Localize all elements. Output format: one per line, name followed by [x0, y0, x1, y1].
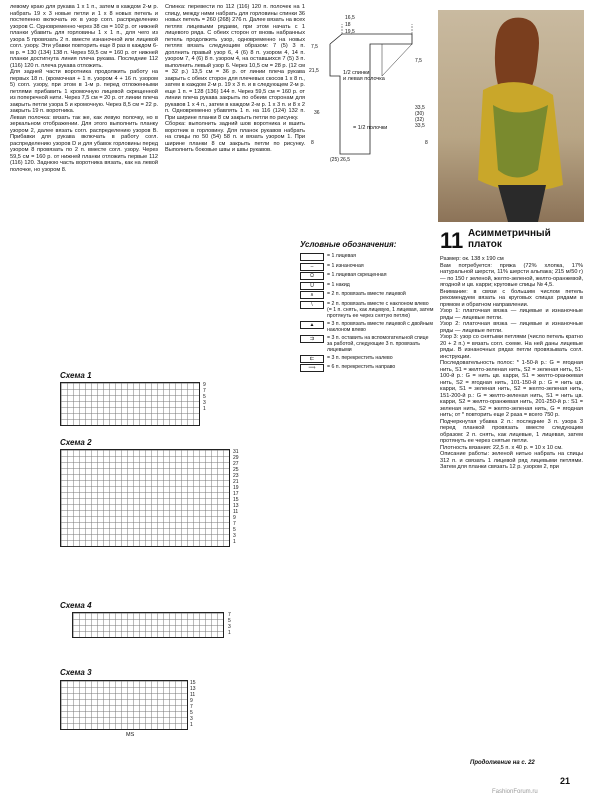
schema-2-grid [60, 449, 230, 547]
legend-symbol: Ω [300, 272, 324, 280]
dim-label: 8 [425, 140, 428, 146]
legend-title: Условные обозначения: [300, 240, 397, 249]
dim-label: 7,5 [311, 44, 318, 50]
legend-symbol: ⇇ [300, 355, 324, 363]
dim-label: 8 [311, 140, 314, 146]
right-paragraph: Подчеркнутая убавка 2 п.: последние 3 п. узора 3 перед планкой провязать вместе следующим образом: 2 п. снять, как лицевые, 1 лицевая, затем протянуть ее через снятые петли. [440, 418, 583, 444]
schema-1-grid [60, 382, 200, 426]
right-paragraph: Узор 2: платочная вязка — лицевые и изнаночные ряды — лицевые петли. [440, 321, 583, 334]
legend-symbol: ⟹ [300, 364, 324, 372]
legend-text: = 3 п. провязать вместе лицевой с двойным наклоном влево [327, 320, 433, 333]
continue-note: Продолжение на с. 22 [470, 760, 535, 766]
legend-symbol: ∧ [300, 291, 324, 299]
legend-symbol: – [300, 263, 324, 271]
pattern-number-text: 11 [440, 228, 464, 253]
middle-text-column [165, 4, 305, 154]
pattern-title: Асимметричный платок [468, 228, 551, 250]
legend-item [300, 291, 434, 299]
right-paragraph: Последовательность полос: * 1-50-й р.: G = ягодная нить, S1 = желто-зеленая нить, S2 = зеленая нить, 51-100-й р.: G = нить цв. карри, S1 = желто-оранжевая нить, S2 = ягодная нить, 101-150-й р.: G = нить цв. карри, S1 = зеленая нить, S2 = желто-зеленая нить, 151-200-й р.: G = желто-зеленая нить, S1 = нить цв. карри, S2 = желто-оранжевая нить, 201-250-й р.: S1 = зеленая нить, S2 = желто-зеленая нить, G = ягодная нить; от * повторить еще 2 раза = всего 750 р. [440, 360, 583, 418]
legend-item [300, 282, 434, 290]
schema-3-grid [60, 680, 188, 730]
diagram-label-half: = 1/2 полочки [353, 125, 388, 131]
legend-text: = 3 п. перекрестить налево [327, 354, 393, 361]
legend-text: = 1 изнаночная [327, 262, 364, 269]
schema-1-label: Схема 1 [60, 371, 92, 380]
dim-label: 33,5 [415, 105, 425, 111]
legend-item [300, 272, 434, 280]
middle-paragraph: Спинка: перевести по 112 (116) 120 п. полочек на 1 спицу, между ними набрать для горловины спинки 36 новых петель = 260 (268) 276 п. Далее вязать на всех петлях лицевыми рядами, при этом начать с 1 лицевого ряда. С обеих сторон от вновь набранных петель продолжить узор, одновременно на новых петлях вязать следующим образом: 7 (5) 3 п. доплнить правый узор 6, 4 (6) 8 п. узором 4, 14 п. узором 7, 4 (6) 8 п. узором 4, на оставшихся 7 (5) 3 п. выполнить левый узор 6. Через 10,5 см = 28 р. (12 см = 32 р.) 13,5 см = 36 р. от линии плеча рукава закрыть с обеих сторон для плечевых скосов 1 x 8 п., затем в каждом 2-м р. 19 x 3 п. и в следующем 2-м р. еще 1 п. = 128 (136) 144 п. Через 59,5 см = 160 р. от линии плеча рукава закрыть по обеим сторонам для рукавов 1 x 4 п., затем в каждом 2-м р. 1 x 3 п. и 8 x 2 п. Одновременно убавлять 1 п. на 116 (124) 132 п. При ширине планки 8 см закрыть петли по рисунку. [165, 4, 305, 121]
dim-label: 18 [345, 22, 351, 28]
left-paragraph: Для задней части воротника продолжить работу на первых 18 п. (кромочная + 1 п. узором 4 + 16 п. узором 5) согл. узору, при этом в 1-м р. перед отложенными петлями прибавить 1 кромочную лицевой скрещенной из поперечной нити. Через 7,5 см = 20 р. от линии плеча закрыть петли узора 5 и кромочную. Через 8,5 см = 22 р. закрыть 19 п. воротника. [10, 69, 158, 114]
dim-label: 33,5 [415, 123, 425, 129]
schema-4-label: Схема 4 [60, 601, 92, 610]
pattern-number [440, 228, 463, 254]
schema-2-row-numbers: 31 29 27 25 23 21 19 17 15 13 11 9 7 5 3 1 [233, 449, 239, 545]
right-paragraph: Плотность вязания: 22,5 п. x 40 р. = 10 x 10 см. [440, 444, 563, 451]
diagram-label-front: и левая полочка [343, 76, 385, 82]
left-paragraph: Левая полочка: вязать так же, как левую полочку, но в зеркальном отображении. Для этого выполнить планку узором 2, далее вязать согл. распределению узоров В. Прибавки для рукава включать в работу согл. распределению узоров D и для убавок горловины перед узором 8 провязать по 2 п. вместе согл. узору. Через 59,5 см = 160 р. от нижней планки отложить первые 112 (116) 120. Заднюю часть воротника вязать, как на левой полочке, но узором 8. [10, 114, 158, 173]
legend-text: = 1 лицевая скрещенная [327, 272, 387, 278]
dim-label: 36 [314, 110, 320, 116]
model-photo [438, 10, 584, 222]
legend-item [300, 335, 434, 354]
legend-text: = 1 лицевая [327, 253, 356, 259]
schema-2-label: Схема 2 [60, 438, 92, 447]
middle-paragraph: Сборка: выполнить задний шов воротника и вшить воротник в горловину. Для планок рукавов набрать на спицы по 50 (54) 58 п. и вязать узором 1. При ширине планки 8 см закрыть петли по рисунку. Выполнить боковые швы и швы рукавов. [165, 121, 305, 153]
legend-item [300, 253, 434, 261]
schema-3-row-numbers: 15 13 11 9 7 5 3 1 [190, 680, 196, 728]
schema-3-label: Схема 3 [60, 668, 92, 677]
dim-label: 16,5 [345, 15, 355, 21]
legend-text: = 6 п. перекрестить направо [327, 364, 396, 371]
dim-label: 21,5 [309, 68, 319, 74]
schema-4-row-numbers: 7 5 3 1 [228, 612, 231, 636]
dim-label: 19,5 [345, 29, 355, 35]
legend-text: = 1 накид [327, 281, 350, 288]
legend-item [300, 364, 434, 372]
legend-item [300, 263, 434, 271]
right-paragraph: Узор 1: платочная вязка — лицевые и изнаночные ряды — лицевые петли. [440, 308, 583, 321]
legend-text: = 2 п. провязать вместе с наклоном влево (= 1 п. снять, как лицевую, 1 лицевая, затем протянуть ее через снятую петлю) [327, 300, 434, 319]
legend [300, 240, 434, 374]
legend-symbol [300, 253, 324, 261]
right-paragraph: Описание работы: зеленой нитью набрать на спицы 312 п. и связать 1 лицевой ряд лицевыми петлями. Затем для планки связать 12 р. узором 2, при [440, 451, 583, 470]
legend-text: = 2 п. провязать вместе лицевой [327, 291, 406, 297]
legend-item [300, 321, 434, 333]
legend-symbol: ⇉ [300, 335, 324, 343]
left-paragraph: левому краю для рукава 1 x 1 п., затем в каждом 2-м р. набрать 19 x 3 новые петли и 1 x 8 новых петель и постепенно включать их в узор согл. распределению узоров С. Одновременно через 38 см = 102 р. от нижней планки убавить для горловины 1 x 1 п., для чего из узора 5 провязать 2 п. вместе изнаночной или лицевой согл. узору. Эти убавки повторить еще 8 раз в каждом 6-м р. = 130 (134) 138 п. Через 59,5 см = 160 р. от нижней планки достигнута линия плеча рукава. Последние 112 (116) 120 п. плеча рукава отложить. [10, 4, 158, 69]
legend-item [300, 301, 434, 320]
garment-diagram [312, 14, 432, 174]
right-paragraph: Узор 3: узор со снятыми петлями (число петель кратно 20 + 2 п.) = вязать согл. схеме. На ней даны лицевые ряды. В изнаночных рядах петли провязывать согл. инструкции. [440, 334, 583, 360]
schema-3-ms-label: MS [126, 732, 135, 738]
left-text-column [10, 4, 158, 173]
right-paragraph: Размер: ок. 138 x 190 см [440, 256, 504, 262]
legend-symbol: \ [300, 301, 324, 309]
schema-1-row-numbers: 9 7 5 3 1 [203, 382, 206, 412]
right-text-column [440, 256, 583, 471]
legend-text: = 3 п. оставить на вспомогательной спице за работой, следующие 3 п. провязать лицевыми [327, 334, 429, 353]
diagram-label-back: 1/2 спинки [343, 70, 370, 76]
right-paragraph: Вам потребуется: пряжа (72% хлопка, 17% натуральной шерсти, 11% шерсти альпака; 215 м/50 г) — по 150 г зеленой, желто-зеленой, желто-оранжевой, ягодной и цв. карри; круговые спицы № 4,5. [440, 262, 583, 288]
dim-label: (30) [415, 111, 424, 117]
legend-symbol: U [300, 282, 324, 290]
watermark: FashionForum.ru [492, 789, 538, 795]
legend-item [300, 355, 434, 363]
dim-label: 7,5 [415, 58, 422, 64]
page-number: 21 [560, 776, 571, 786]
dim-label: (25) 26,5 [330, 157, 351, 163]
dim-label: (32) [415, 117, 424, 123]
legend-symbol: ▲ [300, 321, 324, 329]
schema-4-grid [72, 612, 224, 638]
right-paragraph: Внимание: в связи с большим числом петель рекомендуем вязать на круговых спицах рядами в прямом и обратном направлении. [440, 288, 583, 308]
